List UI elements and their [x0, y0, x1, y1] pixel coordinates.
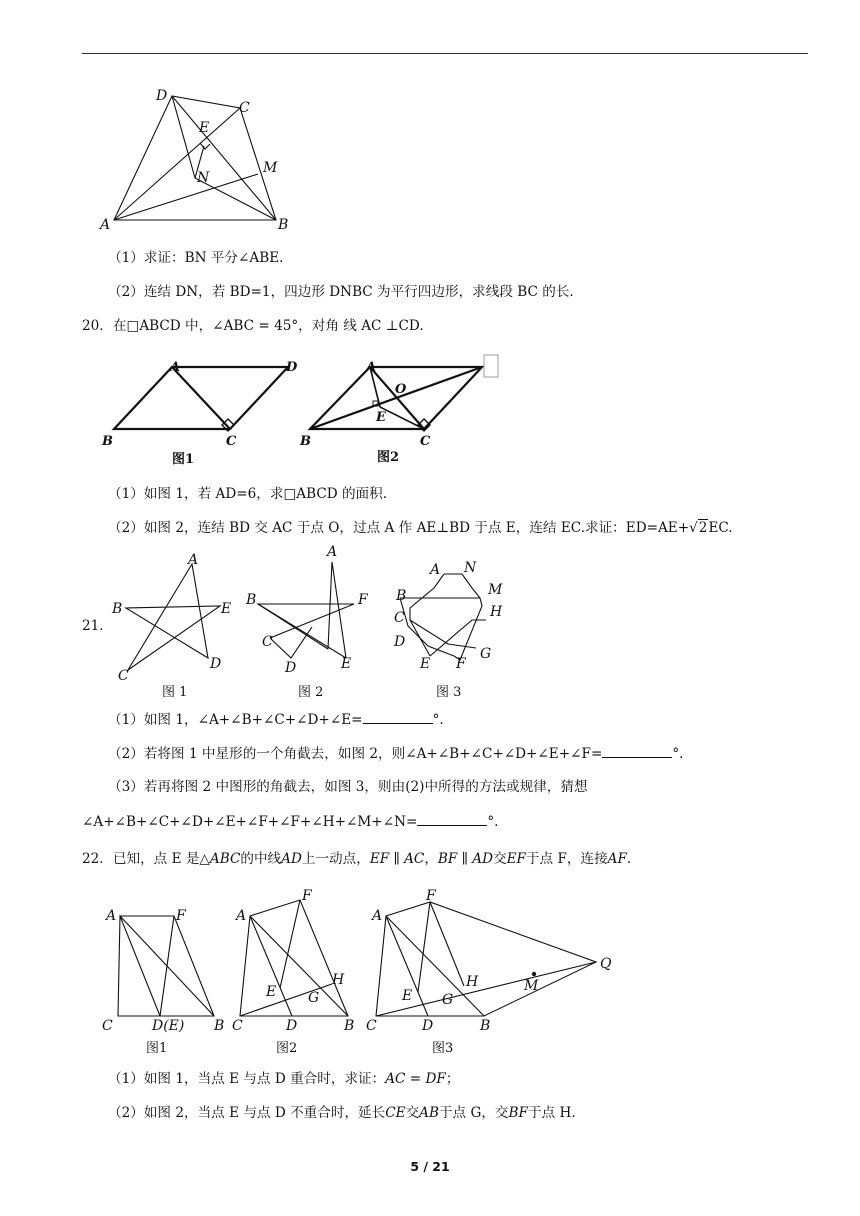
q22-p2f: BF	[508, 1105, 528, 1121]
label: M	[488, 582, 503, 598]
label: D	[286, 360, 298, 375]
label: B	[300, 434, 311, 449]
fig22-2-outline	[240, 900, 348, 1016]
q22-s9: 交	[492, 851, 507, 867]
q22-p1b: AC = DF	[385, 1071, 446, 1087]
sqrt-symbol: √2	[689, 520, 708, 536]
fig22-2-ab	[250, 916, 348, 1016]
figure-q22-svg	[100, 886, 630, 1066]
page-number: 5 / 21	[410, 1159, 450, 1174]
label: A	[188, 552, 199, 568]
q21-part3: （3）若再将图 2 中图形的角截去，如图 3，则由(2)中所得的方法或规律，猜想	[108, 779, 588, 795]
q20-part2	[108, 519, 733, 537]
caption: 图 1	[162, 685, 188, 700]
answer-blank[interactable]	[363, 710, 433, 724]
label: E	[420, 656, 431, 672]
fig22-1-df	[160, 916, 174, 1016]
caption: 图 3	[436, 685, 462, 700]
star3-bottom	[400, 598, 454, 656]
label: D	[210, 656, 222, 672]
q21-part2-text: （2）若将图 1 中星形的一个角截去，如图 2，则∠A+∠B+∠C+∠D+∠E+∠F=	[108, 746, 603, 762]
q22-p2a: （2）如图 2，当点 E 与点 D 不重合时，延长	[108, 1105, 386, 1121]
q22-p1c: ；	[445, 1071, 460, 1087]
q22-stem	[82, 850, 631, 868]
fig22-3-ef	[418, 902, 430, 992]
label: A	[430, 562, 441, 578]
label: E	[199, 120, 210, 136]
q21-part3-line2	[82, 812, 499, 831]
caption: 图1	[172, 452, 195, 467]
fig22-1-main	[118, 916, 214, 1016]
segment-ec	[380, 407, 424, 429]
q22-s4: AD	[281, 851, 302, 867]
fig22-2-ad	[250, 916, 292, 1016]
label: H	[466, 974, 479, 990]
label: D(E)	[152, 1018, 185, 1034]
label: G	[308, 990, 320, 1006]
label: B	[214, 1018, 225, 1034]
label: E	[341, 656, 352, 672]
q22-p2e: 于点 G，交	[438, 1105, 509, 1121]
label: F	[302, 888, 312, 904]
q22-s2: ABC	[209, 851, 241, 867]
caption: 图1	[146, 1041, 168, 1056]
star2-cut	[270, 627, 312, 658]
answer-blank[interactable]	[417, 812, 487, 826]
figure-q20	[104, 355, 504, 470]
label: D	[394, 634, 406, 650]
q21-part1-text: （1）如图 1，∠A+∠B+∠C+∠D+∠E=	[108, 712, 363, 728]
q22-s10: EF	[506, 851, 526, 867]
header-rule	[82, 53, 808, 54]
label: D	[286, 1018, 298, 1034]
q22-s7: ，	[424, 851, 438, 867]
q22-p2b: CE	[385, 1105, 406, 1121]
label: G	[442, 992, 454, 1008]
label: D	[422, 1018, 434, 1034]
label: B	[344, 1018, 355, 1034]
label: Q	[600, 956, 612, 972]
label: C	[118, 668, 129, 684]
q22-s3: 的中线	[240, 851, 282, 867]
label: B	[112, 601, 123, 617]
degree-unit: °.	[432, 712, 444, 728]
diagonal-bd-2	[310, 367, 482, 429]
sqrt-radicand: 2	[698, 520, 708, 536]
fig22-3-hf	[430, 902, 464, 986]
star3-top	[444, 574, 480, 598]
q22-p2g: 于点 H.	[527, 1105, 576, 1121]
star2-diag	[270, 604, 354, 638]
q22-s11: 于点 F，连接	[525, 851, 608, 867]
label: F	[456, 656, 466, 672]
caption: 图2	[276, 1041, 298, 1056]
label: C	[102, 1018, 113, 1034]
label: H	[332, 972, 345, 988]
label: A	[372, 908, 383, 924]
label: G	[480, 646, 492, 662]
label: D	[285, 660, 297, 676]
figure-q21	[110, 544, 510, 708]
label: B	[102, 434, 113, 449]
q22-p2c: 交	[405, 1105, 420, 1121]
point-m	[532, 972, 536, 976]
quad-abcd	[114, 96, 276, 220]
q21-part2	[108, 744, 683, 763]
degree-unit: °.	[487, 814, 499, 830]
label: E	[221, 601, 232, 617]
label: A	[170, 360, 181, 375]
label: A	[100, 217, 111, 233]
figure-q19	[100, 86, 300, 236]
star2-hidden	[258, 604, 270, 638]
label: B	[278, 217, 289, 233]
label: B	[246, 592, 257, 608]
label: H	[490, 604, 503, 620]
star-figure-1	[126, 564, 220, 670]
caption: 图 2	[298, 685, 324, 700]
label: B	[480, 1018, 491, 1034]
q19-part1: （1）求证：BN 平分∠ABE.	[108, 250, 284, 266]
q21-number: 21．	[82, 618, 113, 634]
label: C	[226, 434, 237, 449]
label: A	[106, 908, 117, 924]
label: D	[156, 88, 168, 104]
label: C	[232, 1018, 243, 1034]
q20-part1: （1）如图 1，若 AD=6，求□ABCD 的面积.	[108, 486, 388, 502]
label: B	[396, 588, 407, 604]
segment-db	[172, 96, 276, 220]
diagonal-ac-1	[172, 367, 230, 429]
q20-part2-text: （2）如图 2，连结 BD 交 AC 于点 O，过点 A 作 AE⊥BD 于点 E，连结 EC.求证：ED=AE+	[108, 520, 690, 536]
q22-s5: 上一动点，	[301, 851, 370, 867]
q22-part2	[108, 1104, 576, 1122]
caption: 图3	[432, 1041, 454, 1056]
label: E	[402, 988, 413, 1004]
q22-p1a: （1）如图 1，当点 E 与点 D 重合时，求证：	[108, 1071, 386, 1087]
clip-box	[484, 355, 498, 377]
label: C	[239, 100, 250, 116]
degree-unit: °.	[672, 746, 684, 762]
label: O	[395, 382, 407, 397]
label: E	[376, 410, 386, 425]
q20-part2-tail: EC.	[708, 520, 733, 536]
label: N	[464, 560, 477, 576]
answer-blank[interactable]	[602, 744, 672, 758]
q22-s8: BF ∥ AD	[437, 851, 493, 867]
fig22-2-ef	[280, 900, 300, 988]
label: C	[366, 1018, 377, 1034]
q22-s6: EF ∥ AC	[369, 851, 425, 867]
caption: 图2	[377, 450, 400, 465]
label: A	[366, 360, 377, 375]
figure-q21-svg	[110, 544, 510, 708]
label: N	[197, 170, 210, 186]
q22-p2d: AB	[419, 1105, 439, 1121]
figure-q20-svg	[104, 355, 504, 470]
q22-part1	[108, 1070, 459, 1088]
label: F	[426, 888, 436, 904]
segment-am	[114, 174, 258, 220]
q19-part2: （2）连结 DN，若 BD=1，四边形 DNBC 为平行四边形，求线段 BC 的长.	[108, 284, 574, 300]
q21-part3b-text: ∠A+∠B+∠C+∠D+∠E+∠F+∠F+∠H+∠M+∠N=	[82, 814, 418, 830]
figure-q19-svg	[100, 86, 300, 236]
label: C	[394, 610, 405, 626]
q20-stem: 20．在□ABCD 中，∠ABC = 45°，对角 线 AC ⊥CD.	[82, 318, 424, 334]
label: M	[263, 160, 278, 176]
label: C	[420, 434, 431, 449]
label: A	[236, 908, 247, 924]
label: F	[358, 592, 368, 608]
label: C	[262, 634, 273, 650]
label: M	[524, 978, 539, 994]
figure-q22	[100, 886, 630, 1066]
star2-right	[328, 562, 346, 658]
q22-s12: AF	[607, 851, 627, 867]
fig22-1-ad	[120, 916, 160, 1016]
q22-s1: 22．已知，点 E 是△	[82, 851, 210, 867]
label: E	[266, 984, 277, 1000]
segment-ac	[114, 108, 240, 220]
right-angle-mark	[200, 143, 210, 149]
q21-part1	[108, 710, 444, 729]
star3-left	[410, 574, 444, 656]
label: F	[176, 908, 186, 924]
label: A	[327, 544, 338, 560]
q22-s13: .	[626, 851, 632, 867]
